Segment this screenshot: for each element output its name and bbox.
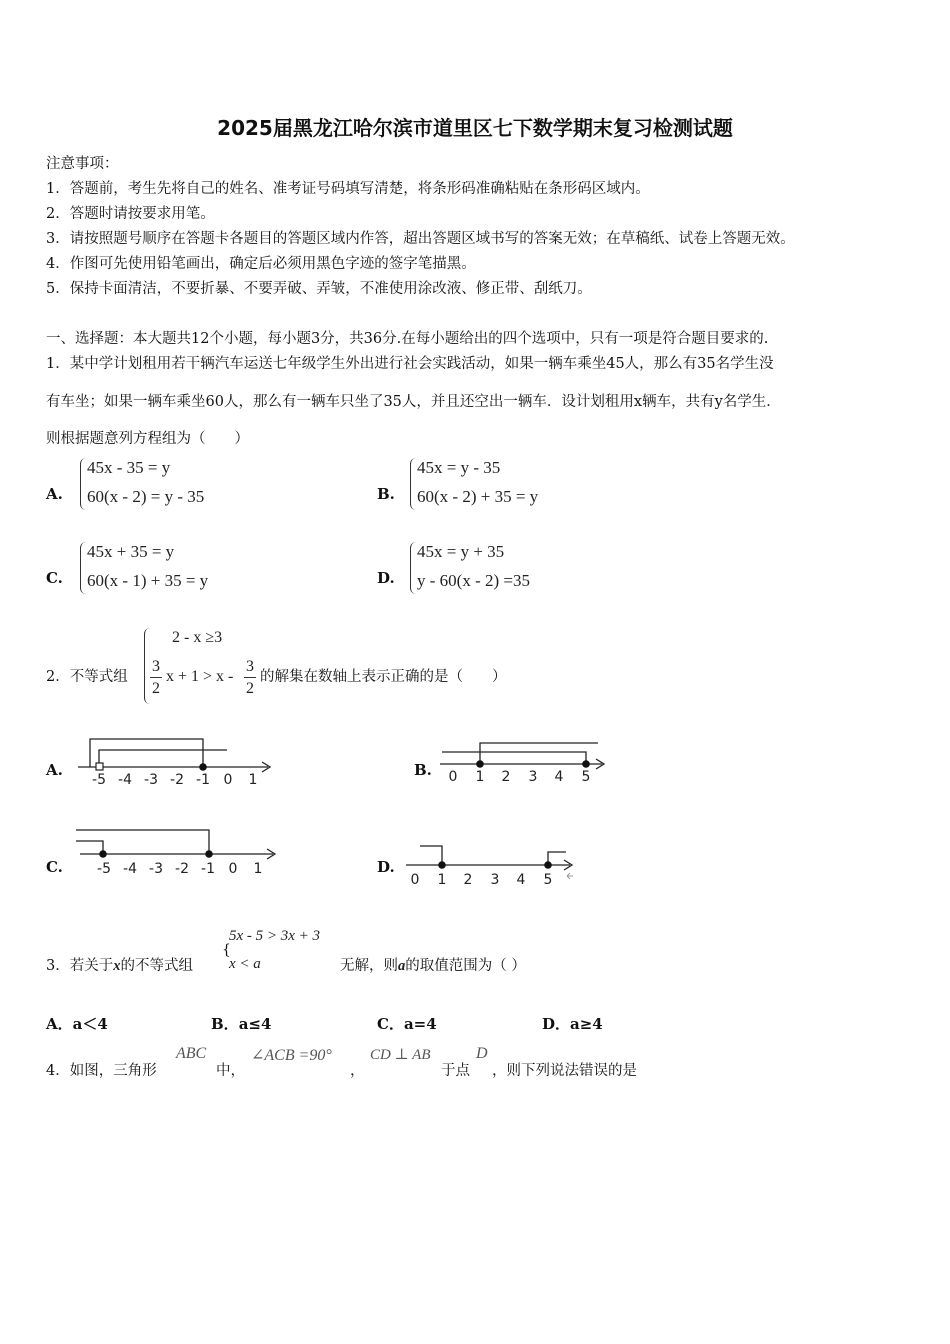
system-brace <box>144 628 151 704</box>
system-brace <box>80 458 87 510</box>
tick-label: -5 <box>92 772 106 788</box>
notice-item: 2．答题时请按要求用笔。 <box>46 206 215 222</box>
number-line-b <box>436 735 616 790</box>
fraction-bar <box>150 677 162 678</box>
tick-label: -3 <box>149 861 163 877</box>
q1-line2: 有车坐；如果一辆车乘坐60人，那么有一辆车只坐了35人，并且还空出一辆车．设计划租用x辆车，共有y名学生． <box>46 394 781 410</box>
number-line-c <box>70 822 285 882</box>
q4-prefix: 4．如图，三角形 <box>46 1063 157 1079</box>
fraction-numerator: 3 <box>152 658 160 675</box>
q3-var-x: x <box>113 958 121 974</box>
option-label: C. <box>46 569 63 587</box>
q3-prefix: 3．若关于 <box>46 958 114 974</box>
option-label: A. <box>46 485 63 503</box>
q3-suffix-line <box>340 954 526 975</box>
option-label: B． <box>211 1015 239 1033</box>
range-bracket <box>420 846 442 865</box>
equation: 60(x - 2) + 35 = y <box>417 487 539 506</box>
q3-option-b[interactable] <box>211 1013 271 1034</box>
range-bracket <box>76 841 103 854</box>
range-bracket <box>76 830 209 854</box>
open-point <box>96 763 103 770</box>
tick-label: 4 <box>554 769 564 785</box>
tick-label: -1 <box>196 772 210 788</box>
option-label: D. <box>377 569 395 587</box>
tick-label: 1 <box>475 769 485 785</box>
q4-text: ， <box>350 1063 365 1079</box>
tick-label: 0 <box>223 772 233 788</box>
notice-item: 4．作图可先使用铅笔画出，确定后必须用黑色字迹的签字笔描黑。 <box>46 256 476 272</box>
option-label: D. <box>377 858 395 876</box>
tick-label: 1 <box>437 872 447 888</box>
tick-label: -5 <box>97 861 111 877</box>
small-brace: { <box>222 942 231 958</box>
option-label: B. <box>377 485 395 503</box>
number-line-d <box>402 838 582 890</box>
option-label: C． <box>377 1015 404 1033</box>
tick-label: -4 <box>123 861 137 877</box>
tick-label: 1 <box>248 772 258 788</box>
q4-math-angle: ∠ACB =90° <box>251 1047 332 1064</box>
closed-point <box>582 760 590 768</box>
inequality: 5x - 5 > 3x + 3 <box>229 928 321 944</box>
closed-point <box>205 850 213 858</box>
option-text: a≥4 <box>570 1015 603 1033</box>
tick-label: 2 <box>463 872 473 888</box>
notice-item: 3．请按照题号顺序在答题卡各题目的答题区域内作答，超出答题区域书写的答案无效；在草稿纸、试卷上答题无效。 <box>46 231 795 247</box>
equation: 45x = y + 35 <box>417 542 505 561</box>
tick-label: 4 <box>516 872 526 888</box>
range-bracket <box>90 739 203 767</box>
q2-suffix: 的解集在数轴上表示正确的是（ ） <box>260 669 507 685</box>
q3-suffix1: 无解，则 <box>340 958 398 974</box>
system-brace <box>410 542 417 594</box>
q3-suffix2: 的取值范围为（ ） <box>405 958 526 974</box>
system-brace <box>410 458 417 510</box>
equation: 60(x - 1) + 35 = y <box>87 571 209 590</box>
q4-math-perp: CD ⊥ AB <box>370 1047 431 1063</box>
inequality-middle: x + 1 > x - <box>166 668 234 685</box>
tick-label: -2 <box>175 861 189 877</box>
q3-option-d[interactable] <box>542 1013 603 1034</box>
closed-point <box>199 763 207 771</box>
q3-option-c[interactable] <box>377 1013 437 1034</box>
equation: 60(x - 2) = y - 35 <box>87 487 205 506</box>
tick-label: 1 <box>253 861 263 877</box>
tick-label: 0 <box>448 769 458 785</box>
q4-text: ，则下列说法错误的是 <box>492 1063 637 1079</box>
equation: 45x = y - 35 <box>417 458 501 477</box>
page-title: 2025届黑龙江哈尔滨市道里区七下数学期末复习检测试题 <box>217 116 733 140</box>
tick-label: -4 <box>118 772 132 788</box>
inequality: x < a <box>229 956 261 972</box>
option-label: A. <box>46 761 63 779</box>
section-heading: 一、选择题：本大题共12个小题，每小题3分，共36分.在每小题给出的四个选项中，只有一项是符合题目要求的. <box>46 331 769 347</box>
option-label: D． <box>542 1015 571 1033</box>
closed-point <box>544 861 552 869</box>
q3-var-a: a <box>398 958 406 974</box>
tick-label: -3 <box>144 772 158 788</box>
q1-line1: 1．某中学计划租用若干辆汽车运送七年级学生外出进行社会实践活动，如果一辆车乘坐45人，那么有35名学生没 <box>46 356 774 372</box>
tick-label: 5 <box>581 769 591 785</box>
q4-math-d: D <box>476 1045 488 1062</box>
q4-text: 中， <box>216 1063 245 1079</box>
option-text: a＜4 <box>72 1015 108 1033</box>
range-bracket <box>442 752 586 764</box>
tick-label: 5 <box>543 872 553 888</box>
range-bracket <box>480 743 598 764</box>
option-label: B. <box>414 761 432 779</box>
notice-heading: 注意事项： <box>46 156 119 172</box>
number-line-a <box>70 735 280 790</box>
fraction-denominator: 2 <box>246 680 254 697</box>
q2-prefix: 2．不等式组 <box>46 669 128 685</box>
fraction-bar <box>244 677 256 678</box>
return-mark-icon <box>567 873 573 879</box>
tick-label: 2 <box>501 769 511 785</box>
option-text: a≤4 <box>238 1015 272 1033</box>
notice-item: 5．保持卡面清洁，不要折暴、不要弄破、弄皱，不准使用涂改液、修正带、刮纸刀。 <box>46 281 592 297</box>
closed-point <box>476 760 484 768</box>
notice-item: 1．答题前，考生先将自己的姓名、准考证号码填写清楚，将条形码准确粘贴在条形码区域内。 <box>46 181 650 197</box>
tick-label: -2 <box>170 772 184 788</box>
closed-point <box>99 850 107 858</box>
q1-line3: 则根据题意列方程组为（ ） <box>46 431 249 447</box>
tick-label: 3 <box>490 872 500 888</box>
option-text: a=4 <box>403 1015 437 1033</box>
inequality: 2 - x ≥3 <box>172 629 223 646</box>
system-brace <box>80 542 87 594</box>
option-label: A． <box>46 1015 73 1033</box>
fraction-numerator: 3 <box>246 658 254 675</box>
q4-text: 于点 <box>441 1063 470 1079</box>
q3-mid: 的不等式组 <box>120 958 193 974</box>
range-bracket <box>99 750 227 767</box>
q3-option-a[interactable] <box>46 1013 108 1034</box>
tick-label: 0 <box>410 872 420 888</box>
tick-label: -1 <box>201 861 215 877</box>
equation: y - 60(x - 2) =35 <box>417 571 530 590</box>
equation: 45x + 35 = y <box>87 542 175 561</box>
q4-math-abc: ABC <box>176 1045 207 1062</box>
closed-point <box>438 861 446 869</box>
tick-label: 0 <box>228 861 238 877</box>
option-label: C. <box>46 858 63 876</box>
equation: 45x - 35 = y <box>87 458 171 477</box>
q3-line <box>46 954 193 975</box>
tick-label: 3 <box>528 769 538 785</box>
fraction-denominator: 2 <box>152 680 160 697</box>
